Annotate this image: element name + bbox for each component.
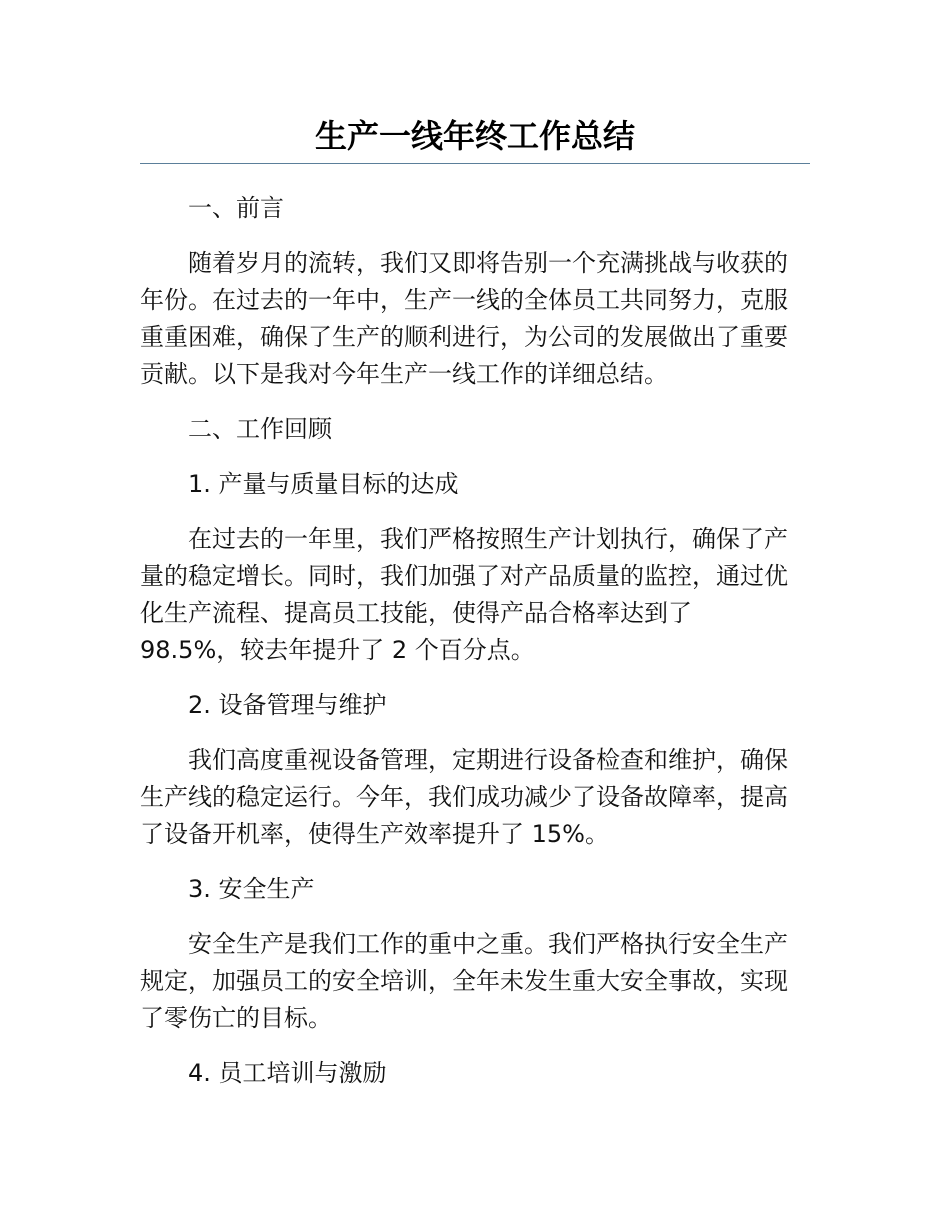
subheading-training: 4. 员工培训与激励 (188, 1059, 387, 1087)
document-body (140, 190, 810, 1092)
document-page (140, 0, 810, 1110)
paragraph-safety: 安全生产是我们工作的重中之重。我们严格执行安全生产规定，加强员工的安全培训，全年未发生重大安全事故，实现了零伤亡的目标。 (140, 930, 788, 1032)
paragraph-output-quality-text: 在过去的一年里，我们严格按照生产计划执行，确保了产量的稳定增长。同时，我们加强了对产品质量的监控，通过优化生产流程、提高员工技能，使得产品合格率达到了 (140, 525, 788, 627)
document-title: 生产一线年终工作总结 (314, 117, 635, 155)
section-heading-intro: 一、前言 (188, 194, 284, 222)
subheading-safety: 3. 安全生产 (188, 875, 315, 903)
paragraph-output-quality-tail: 98.5%，较去年提升了 2 个百分点。 (140, 636, 535, 664)
subheading-output-quality: 1. 产量与质量目标的达成 (188, 470, 459, 498)
title-divider (140, 163, 810, 164)
paragraph-intro: 随着岁月的流转，我们又即将告别一个充满挑战与收获的年份。在过去的一年中，生产一线的全体员工共同努力，克服重重困难，确保了生产的顺利进行，为公司的发展做出了重要贡献。以下是我对今年生产一线工作的详细总结。 (140, 249, 788, 388)
paragraph-equipment: 我们高度重视设备管理，定期进行设备检查和维护，确保生产线的稳定运行。今年，我们成功减少了设备故障率，提高了设备开机率，使得生产效率提升了 15%。 (140, 746, 788, 848)
section-heading-review: 二、工作回顾 (188, 415, 332, 443)
paragraph-output-quality (140, 521, 810, 669)
subheading-equipment: 2. 设备管理与维护 (188, 691, 387, 719)
